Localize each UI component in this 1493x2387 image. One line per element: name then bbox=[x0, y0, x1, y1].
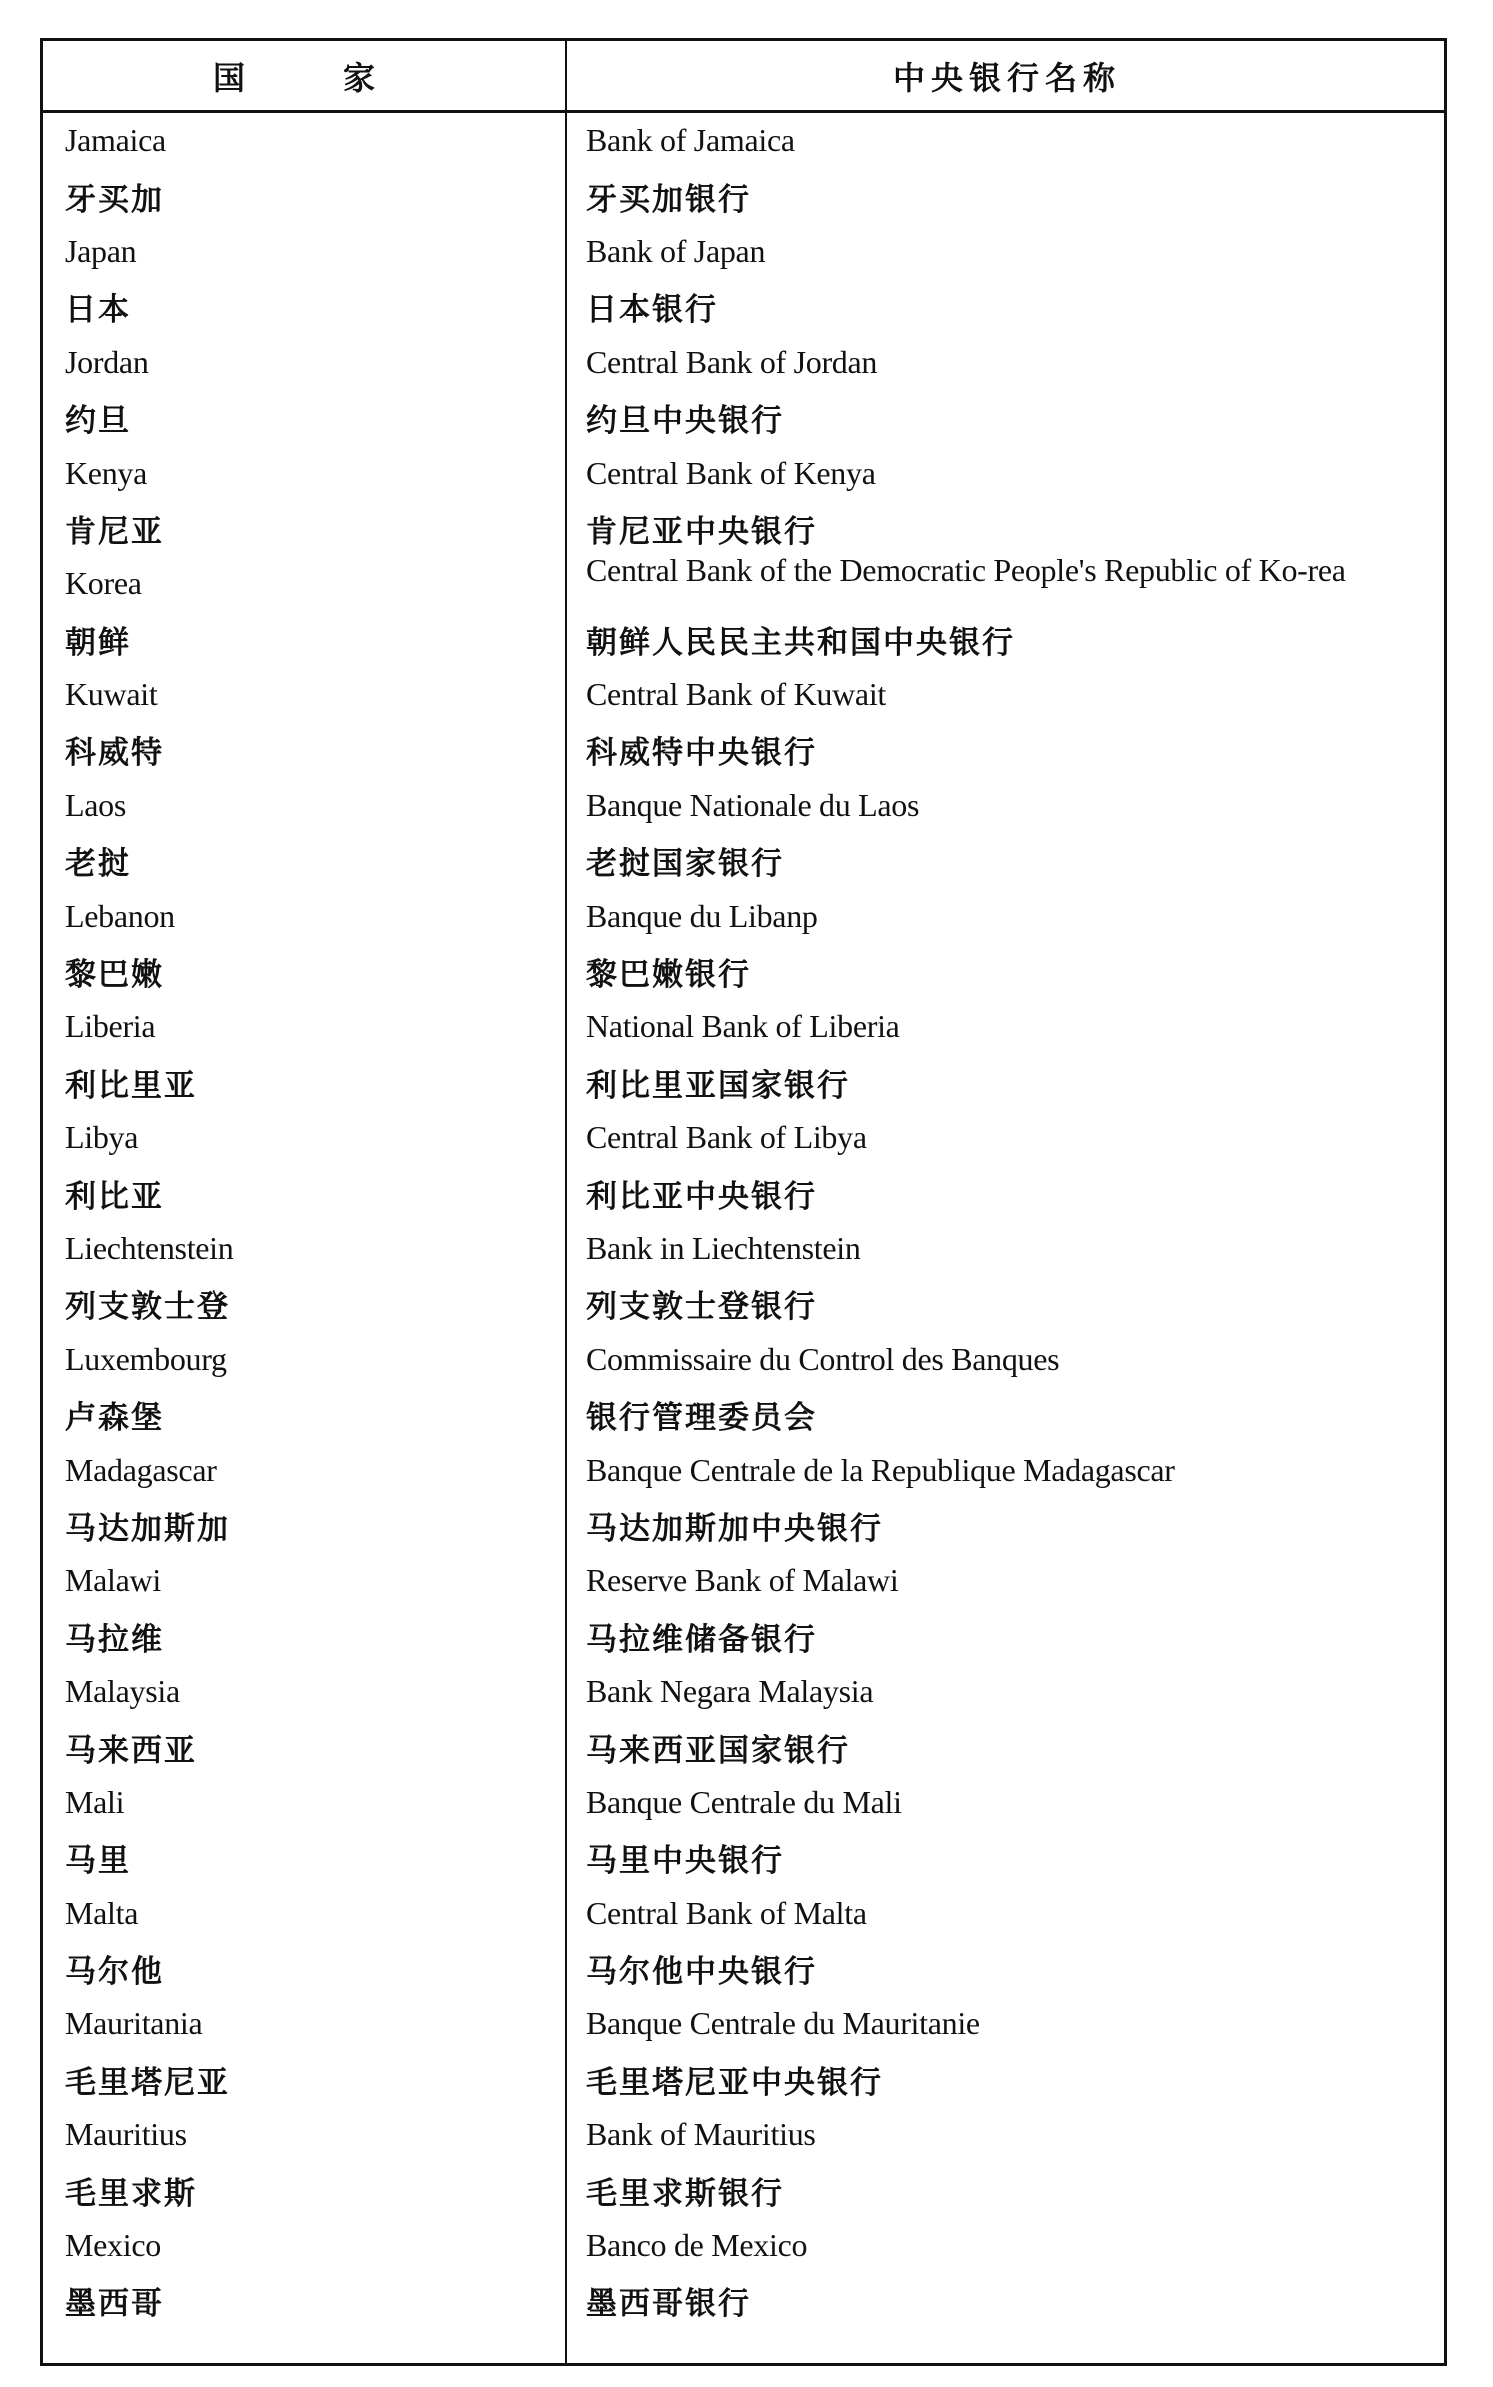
central-bank-cell: Central Bank of Kuwait bbox=[586, 676, 886, 713]
country-cell: 黎巴嫩 bbox=[65, 957, 164, 994]
country-cell: 马里 bbox=[65, 1843, 131, 1880]
table-row bbox=[43, 1276, 1444, 1331]
country-cell: Kuwait bbox=[65, 676, 158, 713]
central-bank-cell: 银行管理委员会 bbox=[586, 1400, 817, 1437]
central-bank-cell: 马里中央银行 bbox=[586, 1843, 784, 1880]
central-bank-cell: Central Bank of Libya bbox=[586, 1119, 867, 1156]
table-row bbox=[43, 1442, 1444, 1497]
country-cell: Jordan bbox=[65, 343, 149, 380]
central-bank-cell: Bank in Liechtenstein bbox=[586, 1230, 861, 1266]
country-cell: Libya bbox=[65, 1119, 139, 1156]
central-bank-cell: 利比亚中央银行 bbox=[586, 1178, 817, 1215]
central-bank-cell: 马达加斯加中央银行 bbox=[586, 1510, 883, 1547]
country-cell: Korea bbox=[65, 565, 142, 602]
table-row bbox=[43, 1664, 1444, 1719]
country-cell: 列支敦士登 bbox=[65, 1289, 230, 1326]
central-bank-cell: Bank of Jamaica bbox=[586, 122, 795, 159]
table-row bbox=[43, 2107, 1444, 2162]
table-row bbox=[43, 335, 1444, 390]
table-row bbox=[43, 1221, 1444, 1276]
table-row bbox=[43, 722, 1444, 777]
central-bank-cell: Central Bank of Jordan bbox=[586, 343, 878, 380]
country-cell: Malawi bbox=[65, 1562, 161, 1599]
country-cell: 马来西亚 bbox=[65, 1732, 197, 1769]
table-row bbox=[43, 1830, 1444, 1885]
central-bank-cell: Central Bank of Kenya bbox=[586, 454, 876, 491]
central-bank-cell: Central Bank of Malta bbox=[586, 1894, 867, 1931]
country-cell: 马尔他 bbox=[65, 1954, 164, 1991]
table-row bbox=[43, 1996, 1444, 2051]
header-country-char-2: 家 bbox=[343, 58, 382, 97]
central-bank-cell: National Bank of Liberia bbox=[586, 1008, 900, 1045]
table-row bbox=[43, 2052, 1444, 2107]
table-row bbox=[43, 612, 1444, 667]
table-row bbox=[43, 445, 1444, 500]
header-central-bank-name: 中央银行名称 bbox=[892, 58, 1121, 97]
table-row bbox=[43, 2162, 1444, 2217]
central-bank-cell: Central Bank of the Democratic People's Republic of Ko-rea bbox=[586, 552, 1346, 589]
table-header-row bbox=[43, 41, 1444, 113]
table-row bbox=[43, 888, 1444, 943]
central-bank-cell: Banco de Mexico bbox=[586, 2227, 808, 2264]
table-row bbox=[43, 1110, 1444, 1165]
table-row bbox=[43, 552, 1444, 611]
central-bank-cell: Reserve Bank of Malawi bbox=[586, 1562, 899, 1599]
country-cell: 朝鲜 bbox=[65, 624, 131, 661]
central-bank-cell: Banque du Libanp bbox=[586, 897, 818, 934]
country-cell: Malaysia bbox=[65, 1673, 180, 1710]
central-bank-cell: 朝鲜人民民主共和国中央银行 bbox=[586, 624, 1015, 661]
table-row bbox=[43, 224, 1444, 279]
country-cell: 约旦 bbox=[65, 403, 131, 440]
central-bank-cell: 利比里亚国家银行 bbox=[586, 1067, 850, 1104]
central-banks-table bbox=[40, 38, 1447, 2366]
country-cell: Laos bbox=[65, 786, 127, 823]
central-bank-cell: 科威特中央银行 bbox=[586, 735, 817, 772]
table-row bbox=[43, 667, 1444, 722]
table-row bbox=[43, 833, 1444, 888]
country-cell: Lebanon bbox=[65, 897, 175, 934]
central-bank-cell: Bank of Japan bbox=[586, 232, 766, 269]
central-bank-cell: 毛里求斯银行 bbox=[586, 2175, 784, 2212]
central-bank-cell: 肯尼亚中央银行 bbox=[586, 513, 817, 550]
table-row bbox=[43, 2273, 1444, 2328]
country-cell: Mauritius bbox=[65, 2116, 187, 2153]
central-bank-cell: 牙买加银行 bbox=[586, 181, 751, 218]
central-bank-cell: Bank Negara Malaysia bbox=[586, 1673, 874, 1710]
table-row bbox=[43, 1165, 1444, 1220]
country-cell: 马达加斯加 bbox=[65, 1510, 230, 1547]
central-bank-cell: 马来西亚国家银行 bbox=[586, 1732, 850, 1769]
country-cell: 老挝 bbox=[65, 846, 131, 883]
table-body bbox=[43, 113, 1444, 2329]
table-row bbox=[43, 2218, 1444, 2273]
table-row bbox=[43, 1553, 1444, 1608]
table-row bbox=[43, 999, 1444, 1054]
country-cell: 肯尼亚 bbox=[65, 513, 164, 550]
table-row bbox=[43, 778, 1444, 833]
country-cell: 毛里塔尼亚 bbox=[65, 2064, 230, 2101]
table-row bbox=[43, 1055, 1444, 1110]
country-cell: Kenya bbox=[65, 454, 148, 491]
central-bank-cell: 毛里塔尼亚中央银行 bbox=[586, 2064, 883, 2101]
country-cell: 墨西哥 bbox=[65, 2286, 164, 2323]
country-cell: Liberia bbox=[65, 1008, 156, 1045]
central-bank-cell: Bank of Mauritius bbox=[586, 2116, 816, 2153]
central-bank-cell: Commissaire du Control des Banques bbox=[586, 1340, 1060, 1377]
central-bank-cell: 马拉维储备银行 bbox=[586, 1621, 817, 1658]
country-cell: Malta bbox=[65, 1894, 139, 1931]
table-row bbox=[43, 944, 1444, 999]
country-cell: 毛里求斯 bbox=[65, 2175, 197, 2212]
country-cell: Mauritania bbox=[65, 2005, 203, 2042]
table-row bbox=[43, 1387, 1444, 1442]
country-cell: 日本 bbox=[65, 292, 131, 329]
table-row bbox=[43, 1332, 1444, 1387]
country-cell: Liechtenstein bbox=[65, 1230, 234, 1266]
country-cell: Japan bbox=[65, 232, 137, 269]
country-cell: 科威特 bbox=[65, 735, 164, 772]
country-cell: 利比亚 bbox=[65, 1178, 164, 1215]
table-row bbox=[43, 1775, 1444, 1830]
table-row bbox=[43, 1719, 1444, 1774]
country-cell: 卢森堡 bbox=[65, 1400, 164, 1437]
central-bank-cell: 列支敦士登银行 bbox=[586, 1289, 817, 1326]
table-row bbox=[43, 1498, 1444, 1553]
country-cell: Jamaica bbox=[65, 122, 166, 159]
table-row bbox=[43, 168, 1444, 223]
central-bank-cell: 老挝国家银行 bbox=[586, 846, 784, 883]
table-row bbox=[43, 1941, 1444, 1996]
country-cell: 利比里亚 bbox=[65, 1067, 197, 1104]
central-bank-cell: Banque Centrale du Mali bbox=[586, 1783, 902, 1820]
central-bank-cell: 黎巴嫩银行 bbox=[586, 957, 751, 994]
header-country bbox=[43, 41, 565, 110]
central-bank-cell: Banque Centrale de la Republique Madagascar bbox=[586, 1451, 1175, 1488]
central-bank-cell: Banque Centrale du Mauritanie bbox=[586, 2005, 980, 2042]
country-cell: Mexico bbox=[65, 2227, 161, 2264]
table-row bbox=[43, 1886, 1444, 1941]
central-bank-cell: Banque Nationale du Laos bbox=[586, 786, 920, 823]
country-cell: Madagascar bbox=[65, 1451, 217, 1488]
central-bank-cell: 日本银行 bbox=[586, 292, 718, 329]
country-cell: Luxembourg bbox=[65, 1340, 227, 1377]
central-bank-cell: 马尔他中央银行 bbox=[586, 1954, 817, 1991]
table-row bbox=[43, 279, 1444, 334]
central-bank-cell: 约旦中央银行 bbox=[586, 403, 784, 440]
table-row bbox=[43, 1609, 1444, 1664]
table-row bbox=[43, 501, 1444, 556]
header-country-char-1: 国 bbox=[213, 58, 252, 97]
country-cell: 牙买加 bbox=[65, 181, 164, 218]
country-cell: Mali bbox=[65, 1783, 125, 1820]
table-row bbox=[43, 113, 1444, 168]
central-bank-cell: 墨西哥银行 bbox=[586, 2286, 751, 2323]
country-cell: 马拉维 bbox=[65, 1621, 164, 1658]
table-row bbox=[43, 390, 1444, 445]
